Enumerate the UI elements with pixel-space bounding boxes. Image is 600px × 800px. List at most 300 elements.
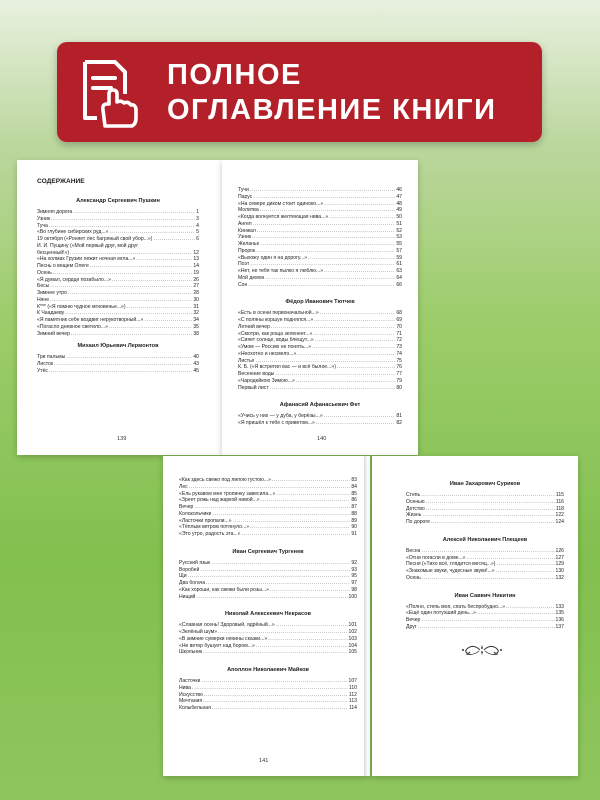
toc-entry-page: 14 (193, 263, 199, 269)
toc-entry (238, 234, 402, 241)
author-heading: Иван Саввич Никитин (454, 592, 516, 599)
toc-leader-dots (50, 283, 192, 290)
toc-leader-dots (324, 201, 395, 208)
toc-entry (179, 573, 357, 580)
toc-leader-dots (313, 331, 395, 338)
toc-entry-title: «Выхожу один я на дорогу...» (238, 254, 308, 261)
toc-entry-page: 4 (196, 222, 199, 229)
toc-entry (238, 207, 402, 214)
toc-entry (238, 344, 402, 351)
author-heading: Николай Алексеевич Некрасов (225, 611, 311, 618)
toc-entry-title: Весна (406, 547, 421, 554)
toc-entry-title: Воробей (179, 566, 200, 573)
toc-leader-dots (53, 270, 193, 277)
toc-leader-dots (250, 261, 395, 268)
toc-entry-title: Нива (179, 684, 192, 691)
toc-entry-title: «Отни погасли в доме...» (406, 554, 466, 561)
toc-entry-title: «Чародейкою Зимою...» (238, 377, 295, 384)
toc-entry-page: 3 (196, 215, 199, 222)
toc-entry-page: 133 (555, 603, 564, 610)
toc-leader-dots (324, 268, 395, 275)
toc-entry (238, 194, 402, 201)
toc-entry (37, 354, 199, 361)
toc-leader-dots (109, 229, 195, 236)
decorative-ornament-icon (460, 642, 504, 658)
toc-entry-page: 127 (555, 554, 564, 561)
toc-entry (406, 617, 564, 624)
toc-entry (238, 255, 402, 262)
toc-entry (37, 270, 199, 277)
toc-entry-page: 101 (348, 622, 357, 629)
toc-leader-dots (203, 649, 347, 656)
toc-entry-page: 76 (396, 364, 402, 371)
toc-leader-dots (68, 290, 192, 297)
toc-entry-page: 84 (351, 483, 357, 490)
toc-entry-page: 114 (348, 705, 357, 711)
toc-entry-title: «Зелёный шум» (179, 629, 218, 635)
toc-entry (238, 201, 402, 208)
toc-leader-dots (201, 678, 347, 685)
toc-leader-dots (256, 643, 348, 650)
toc-entry-title: Тучи (238, 187, 249, 193)
book-page-141 (163, 456, 370, 776)
toc-entry-page: 45 (193, 367, 199, 374)
toc-entry-title: «С поляны коршун поднялся...» (238, 317, 314, 323)
toc-entry-page: 63 (396, 268, 402, 274)
toc-leader-dots (296, 378, 396, 385)
toc-entry-title: Щи (179, 573, 187, 580)
toc-leader-dots (315, 337, 396, 344)
toc-leader-dots (270, 385, 396, 392)
toc-entry-title: Поэт (238, 261, 250, 268)
toc-entry (37, 331, 199, 338)
toc-entry-title: 19 октября («Роняет лес багряный свой убор...») (37, 236, 153, 242)
toc-leader-dots (320, 310, 396, 317)
toc-leader-dots (211, 560, 350, 567)
toc-entry (238, 337, 402, 344)
toc-entry-title: Мой демон (238, 274, 265, 281)
toc-entry-title: «Ель рукавом мне тропинку завесила...» (179, 490, 276, 497)
toc-leader-dots (477, 610, 555, 617)
toc-entry-page: 6 (196, 236, 199, 242)
toc-leader-dots (233, 518, 351, 525)
toc-entry-title: Ласточки (179, 678, 201, 684)
toc-entry-title: Осень (406, 574, 421, 581)
toc-entry-page: 103 (348, 635, 357, 642)
toc-entry-title: Зимний вечер (37, 330, 70, 337)
toc-entry (238, 187, 402, 194)
toc-entry-page: 102 (348, 629, 357, 635)
toc-entry-page: 116 (555, 498, 564, 505)
toc-entry (238, 310, 402, 317)
toc-entry-title: Колокольчики (179, 510, 212, 517)
toc-entry (238, 358, 402, 365)
toc-leader-dots (109, 324, 192, 331)
toc-entry-page: 71 (396, 330, 402, 337)
toc-leader-dots (189, 484, 351, 491)
toc-list (179, 622, 357, 656)
toc-entry-title: «Знакомые звуки, чудесные звуки!...» (406, 568, 495, 574)
toc-leader-dots (212, 705, 348, 712)
toc-leader-dots (51, 216, 195, 223)
toc-entry (238, 413, 402, 420)
toc-entry-page: 64 (396, 274, 402, 281)
toc-entry-page: 97 (351, 580, 357, 586)
toc-entry-title: «Зреет рожь над жаркой нивой...» (179, 497, 260, 504)
toc-entry (37, 236, 199, 243)
toc-entry (179, 649, 357, 656)
toc-entry-page: 40 (193, 354, 199, 361)
toc-entry-title: К. Б. («Я встретил вас — и всё былое...») (238, 364, 336, 371)
toc-entry-page: 135 (555, 610, 564, 617)
toc-entry-page: 85 (351, 490, 357, 497)
banner-title (167, 58, 496, 128)
toc-entry (179, 504, 357, 511)
toc-entry-title: «Умом — Россию не понять...» (238, 344, 312, 350)
toc-entry-page: 1 (196, 209, 199, 215)
toc-entry (37, 317, 199, 324)
toc-entry-page: 112 (348, 691, 357, 698)
toc-entry-page: 88 (351, 510, 357, 517)
toc-entry-page: 107 (348, 678, 357, 684)
toc-entry (179, 580, 357, 587)
toc-list (179, 560, 357, 601)
toc-entry (179, 685, 357, 692)
toc-leader-dots (260, 207, 396, 214)
author-heading: Афанасий Афанасьевич Фет (279, 402, 361, 409)
toc-entry-page: 129 (555, 561, 564, 568)
toc-entry-title: «Я памятник себе воздвиг нерукотворный...» (37, 317, 144, 323)
book-page-139 (17, 160, 222, 455)
toc-entry (179, 636, 357, 643)
toc-entry-title: Желанье (238, 241, 260, 247)
toc-entry-title: Кинжал (238, 227, 256, 234)
toc-entry-page: 31 (193, 303, 199, 310)
author-heading: Аполлон Николаевич Майков (227, 667, 309, 673)
toc-entry-title: Степь (406, 492, 421, 498)
toc-entry (406, 624, 564, 631)
toc-entry-page: 80 (396, 384, 402, 391)
toc-entry (406, 604, 564, 611)
toc-entry-title: Зимнее утро (37, 290, 67, 296)
toc-leader-dots (250, 187, 395, 194)
toc-entry-page: 89 (351, 517, 357, 524)
document-touch-icon (75, 56, 141, 128)
toc-leader-dots (144, 317, 192, 324)
toc-entry-title: Листья (238, 357, 255, 364)
toc-entry-page: 34 (193, 317, 199, 323)
toc-leader-dots (426, 506, 555, 513)
toc-entry (179, 587, 357, 594)
toc-entry-title: «Тёплым ветром потянуло...» (179, 524, 250, 531)
toc-entry-page: 74 (396, 350, 402, 357)
toc-entry-page: 26 (193, 276, 199, 283)
toc-entry-title: «В зимние сумерки нянины сказки...» (179, 635, 268, 642)
toc-entry (406, 555, 564, 562)
toc-entry (179, 629, 357, 636)
toc-list (238, 413, 402, 427)
toc-entry-title: «Есть в осени первоначальной...» (238, 310, 319, 317)
toc-leader-dots (270, 587, 350, 594)
toc-leader-dots (136, 256, 192, 263)
toc-entry-page: 35 (193, 323, 199, 330)
toc-entry (37, 209, 199, 216)
toc-entry-title: Вечер (406, 617, 421, 623)
toc-entry-page: 92 (351, 559, 357, 566)
toc-entry-page: 136 (555, 617, 564, 623)
toc-entry-page: 122 (555, 512, 564, 519)
toc-leader-dots (49, 368, 192, 375)
toc-entry-page: 82 (396, 420, 402, 426)
page-number: 141 (259, 758, 269, 764)
toc-entry (238, 248, 402, 255)
toc-entry (179, 692, 357, 699)
toc-entry-title: «Полно, степь моя, спать беспробудно...» (406, 603, 506, 610)
toc-entry (37, 229, 199, 236)
toc-entry-page: 110 (348, 684, 357, 691)
toc-entry (37, 368, 199, 375)
toc-leader-dots (421, 492, 555, 499)
toc-entry-page: 75 (396, 357, 402, 364)
toc-entry-title: «Как здесь свежо под липою густою...» (179, 477, 271, 483)
toc-entry-title: Детство (406, 505, 425, 512)
toc-entry (179, 705, 357, 712)
toc-entry-title: «На севере диком стоит одиноко...» (238, 200, 324, 207)
toc-list (406, 548, 564, 582)
toc-entry (238, 317, 402, 324)
toc-entry (238, 371, 402, 378)
page-number: 140 (317, 436, 327, 442)
toc-entry (238, 420, 402, 427)
toc-leader-dots (253, 221, 396, 228)
toc-entry (179, 560, 357, 567)
toc-entry-page: 12 (193, 249, 199, 256)
toc-entry-title: «Ласточки пропали...» (179, 517, 232, 524)
toc-entry (238, 351, 402, 358)
toc-entry-title: Зимняя дорога (37, 209, 73, 215)
toc-leader-dots (308, 255, 395, 262)
toc-entry (238, 282, 402, 289)
toc-leader-dots (66, 354, 192, 361)
toc-block (179, 477, 357, 712)
toc-entry-page: 132 (555, 574, 564, 581)
toc-leader-dots (422, 512, 554, 519)
author-heading: Александр Сергеевич Пушкин (76, 198, 160, 204)
toc-entry (37, 361, 199, 368)
toc-entry (179, 567, 357, 574)
toc-entry-page: 55 (396, 241, 402, 247)
toc-entry-title: «Славная осень! Здоровый, ядрёный...» (179, 622, 275, 629)
toc-entry (406, 499, 564, 506)
toc-entry (37, 310, 199, 317)
toc-entry (238, 385, 402, 392)
toc-leader-dots (265, 275, 395, 282)
toc-entry (37, 297, 199, 304)
author-heading: Михаил Юрьевич Лермонтов (77, 343, 159, 350)
toc-entry-title: Парус (238, 193, 253, 200)
toc-leader-dots (276, 491, 350, 498)
toc-entry-page: 115 (555, 492, 564, 498)
toc-leader-dots (316, 420, 395, 427)
toc-entry (179, 678, 357, 685)
toc-entry (238, 378, 402, 385)
toc-entry-page: 19 (193, 269, 199, 276)
toc-entry-title: «Не ветер бушует над бором...» (179, 642, 255, 649)
toc-entry (179, 497, 357, 504)
toc-leader-dots (153, 236, 195, 243)
toc-entry-title: Первый лист (238, 384, 269, 391)
toc-entry-page: 137 (555, 623, 564, 630)
toc-entry-page: 90 (351, 524, 357, 531)
toc-entry-title: Три пальмы (37, 354, 66, 361)
toc-entry-title: Русский язык (179, 559, 211, 566)
toc-leader-dots (312, 344, 395, 351)
toc-leader-dots (421, 617, 554, 624)
toc-entry-page: 52 (396, 227, 402, 234)
toc-entry (179, 518, 357, 525)
toc-leader-dots (70, 250, 192, 257)
toc-entry-page: 100 (348, 593, 357, 600)
toc-entry (238, 364, 402, 371)
toc-leader-dots (421, 548, 554, 555)
toc-entry-title: «Я пришёл к тебе с приветом...» (238, 420, 315, 426)
toc-leader-dots (248, 282, 395, 289)
toc-leader-dots (253, 194, 395, 201)
author-heading: Иван Захарович Суриков (449, 481, 521, 487)
toc-entry-page: 77 (396, 371, 402, 377)
toc-leader-dots (192, 685, 348, 692)
toc-entry-title: Песнь о вещем Олеге (37, 263, 89, 269)
toc-leader-dots (422, 575, 555, 582)
toc-entry-page: 68 (396, 310, 402, 317)
toc-leader-dots (268, 636, 347, 643)
toc-leader-dots (314, 317, 395, 324)
toc-entry-title: бесценный!») (37, 249, 70, 256)
author-heading: Иван Сергеевич Тургенев (232, 548, 304, 555)
toc-entry-title: «Это утро, радость эта...» (179, 531, 241, 537)
toc-entry (406, 568, 564, 575)
toc-entry-page: 91 (351, 531, 357, 537)
toc-entry-title: Вечер (179, 504, 194, 510)
toc-entry (179, 491, 357, 498)
page-spine-shadow (364, 456, 370, 776)
toc-entry (238, 261, 402, 268)
toc-leader-dots (200, 567, 350, 574)
toc-entry (406, 575, 564, 582)
toc-block (37, 178, 199, 375)
toc-list (238, 187, 402, 288)
toc-entry-title: Школьник (179, 649, 203, 656)
toc-list (406, 604, 564, 631)
toc-entry-title: К Чаадаеву (37, 310, 65, 317)
toc-leader-dots (188, 573, 351, 580)
toc-block (406, 475, 564, 631)
toc-leader-dots (297, 351, 395, 358)
toc-leader-dots (260, 241, 395, 248)
toc-entry (406, 561, 564, 568)
toc-entry-page: 124 (555, 519, 564, 525)
toc-entry-title: «Я думал, сердце позабыло...» (37, 276, 111, 283)
toc-leader-dots (250, 524, 350, 531)
toc-leader-dots (272, 477, 350, 484)
toc-entry (179, 477, 357, 484)
toc-entry-page: 61 (396, 261, 402, 268)
toc-entry (238, 221, 402, 228)
toc-entry-title: «Ещё один потухший день...» (406, 610, 476, 617)
toc-entry (37, 263, 199, 270)
toc-entry (406, 492, 564, 499)
toc-entry-title: «Во глубине сибирских руд...» (37, 229, 109, 236)
toc-entry-page: 5 (196, 229, 199, 236)
toc-entry-page: 70 (396, 323, 402, 330)
toc-leader-dots (49, 223, 195, 230)
toc-entry-title: Лес (179, 483, 188, 490)
toc-entry-title: «На холмах Грузии лежит ночная мгла...» (37, 256, 136, 263)
toc-entry-page: 79 (396, 377, 402, 384)
toc-entry-page: 72 (396, 337, 402, 344)
toc-entry (406, 548, 564, 555)
toc-entry-title: Песня («Тихо всё, глядится месяц...») (406, 561, 496, 568)
toc-entry (238, 331, 402, 338)
toc-entry (238, 275, 402, 282)
toc-entry-page: 28 (193, 290, 199, 296)
toc-entry-title: Весенние воды (238, 371, 275, 377)
toc-entry (238, 214, 402, 221)
toc-entry-page: 13 (193, 256, 199, 263)
toc-entry-title: «Учись у них — у дуба, у берёзы...» (238, 413, 323, 420)
toc-entry-title: Няне (37, 296, 50, 303)
toc-entry-title: Мечтания (179, 698, 203, 705)
toc-entry-page: 32 (193, 310, 199, 317)
toc-leader-dots (257, 228, 395, 235)
toc-entry-title: Пророк (238, 247, 256, 254)
toc-entry-title: «Нет, не тебя так пылко я люблю...» (238, 268, 324, 274)
toc-entry (37, 243, 199, 250)
toc-entry-page: 66 (396, 281, 402, 288)
toc-entry-page: 98 (351, 586, 357, 593)
toc-entry-title: И. И. Пущину («Мой первый друг, мой друг (37, 242, 139, 249)
toc-entry (406, 512, 564, 519)
toc-leader-dots (73, 209, 195, 216)
book-page-140 (222, 160, 418, 455)
toc-entry (37, 250, 199, 257)
toc-entry-page: 59 (396, 254, 402, 261)
toc-leader-dots (324, 413, 396, 420)
author-heading: Фёдор Иванович Тютчев (285, 299, 355, 306)
toc-list (37, 209, 199, 337)
toc-entry-page: 113 (348, 698, 357, 705)
toc-entry (179, 698, 357, 705)
toc-entry (238, 324, 402, 331)
toc-entry-title: Осень (37, 269, 52, 276)
toc-entry-title: Нищий (179, 593, 196, 600)
toc-entry (37, 277, 199, 284)
toc-list (406, 492, 564, 526)
toc-entry-title: Колыбельная (179, 705, 211, 711)
toc-leader-dots (337, 364, 395, 371)
toc-entry (179, 511, 357, 518)
toc-entry-title: Друг (406, 623, 417, 630)
toc-leader-dots (50, 297, 192, 304)
toc-entry-title: Летний вечер (238, 323, 270, 330)
toc-leader-dots (418, 624, 555, 631)
toc-entry (179, 484, 357, 491)
toc-entry-page: 57 (396, 247, 402, 254)
toc-entry (238, 241, 402, 248)
toc-entry-page: 118 (555, 505, 564, 512)
toc-leader-dots (127, 304, 193, 311)
toc-entry-page: 51 (396, 220, 402, 227)
